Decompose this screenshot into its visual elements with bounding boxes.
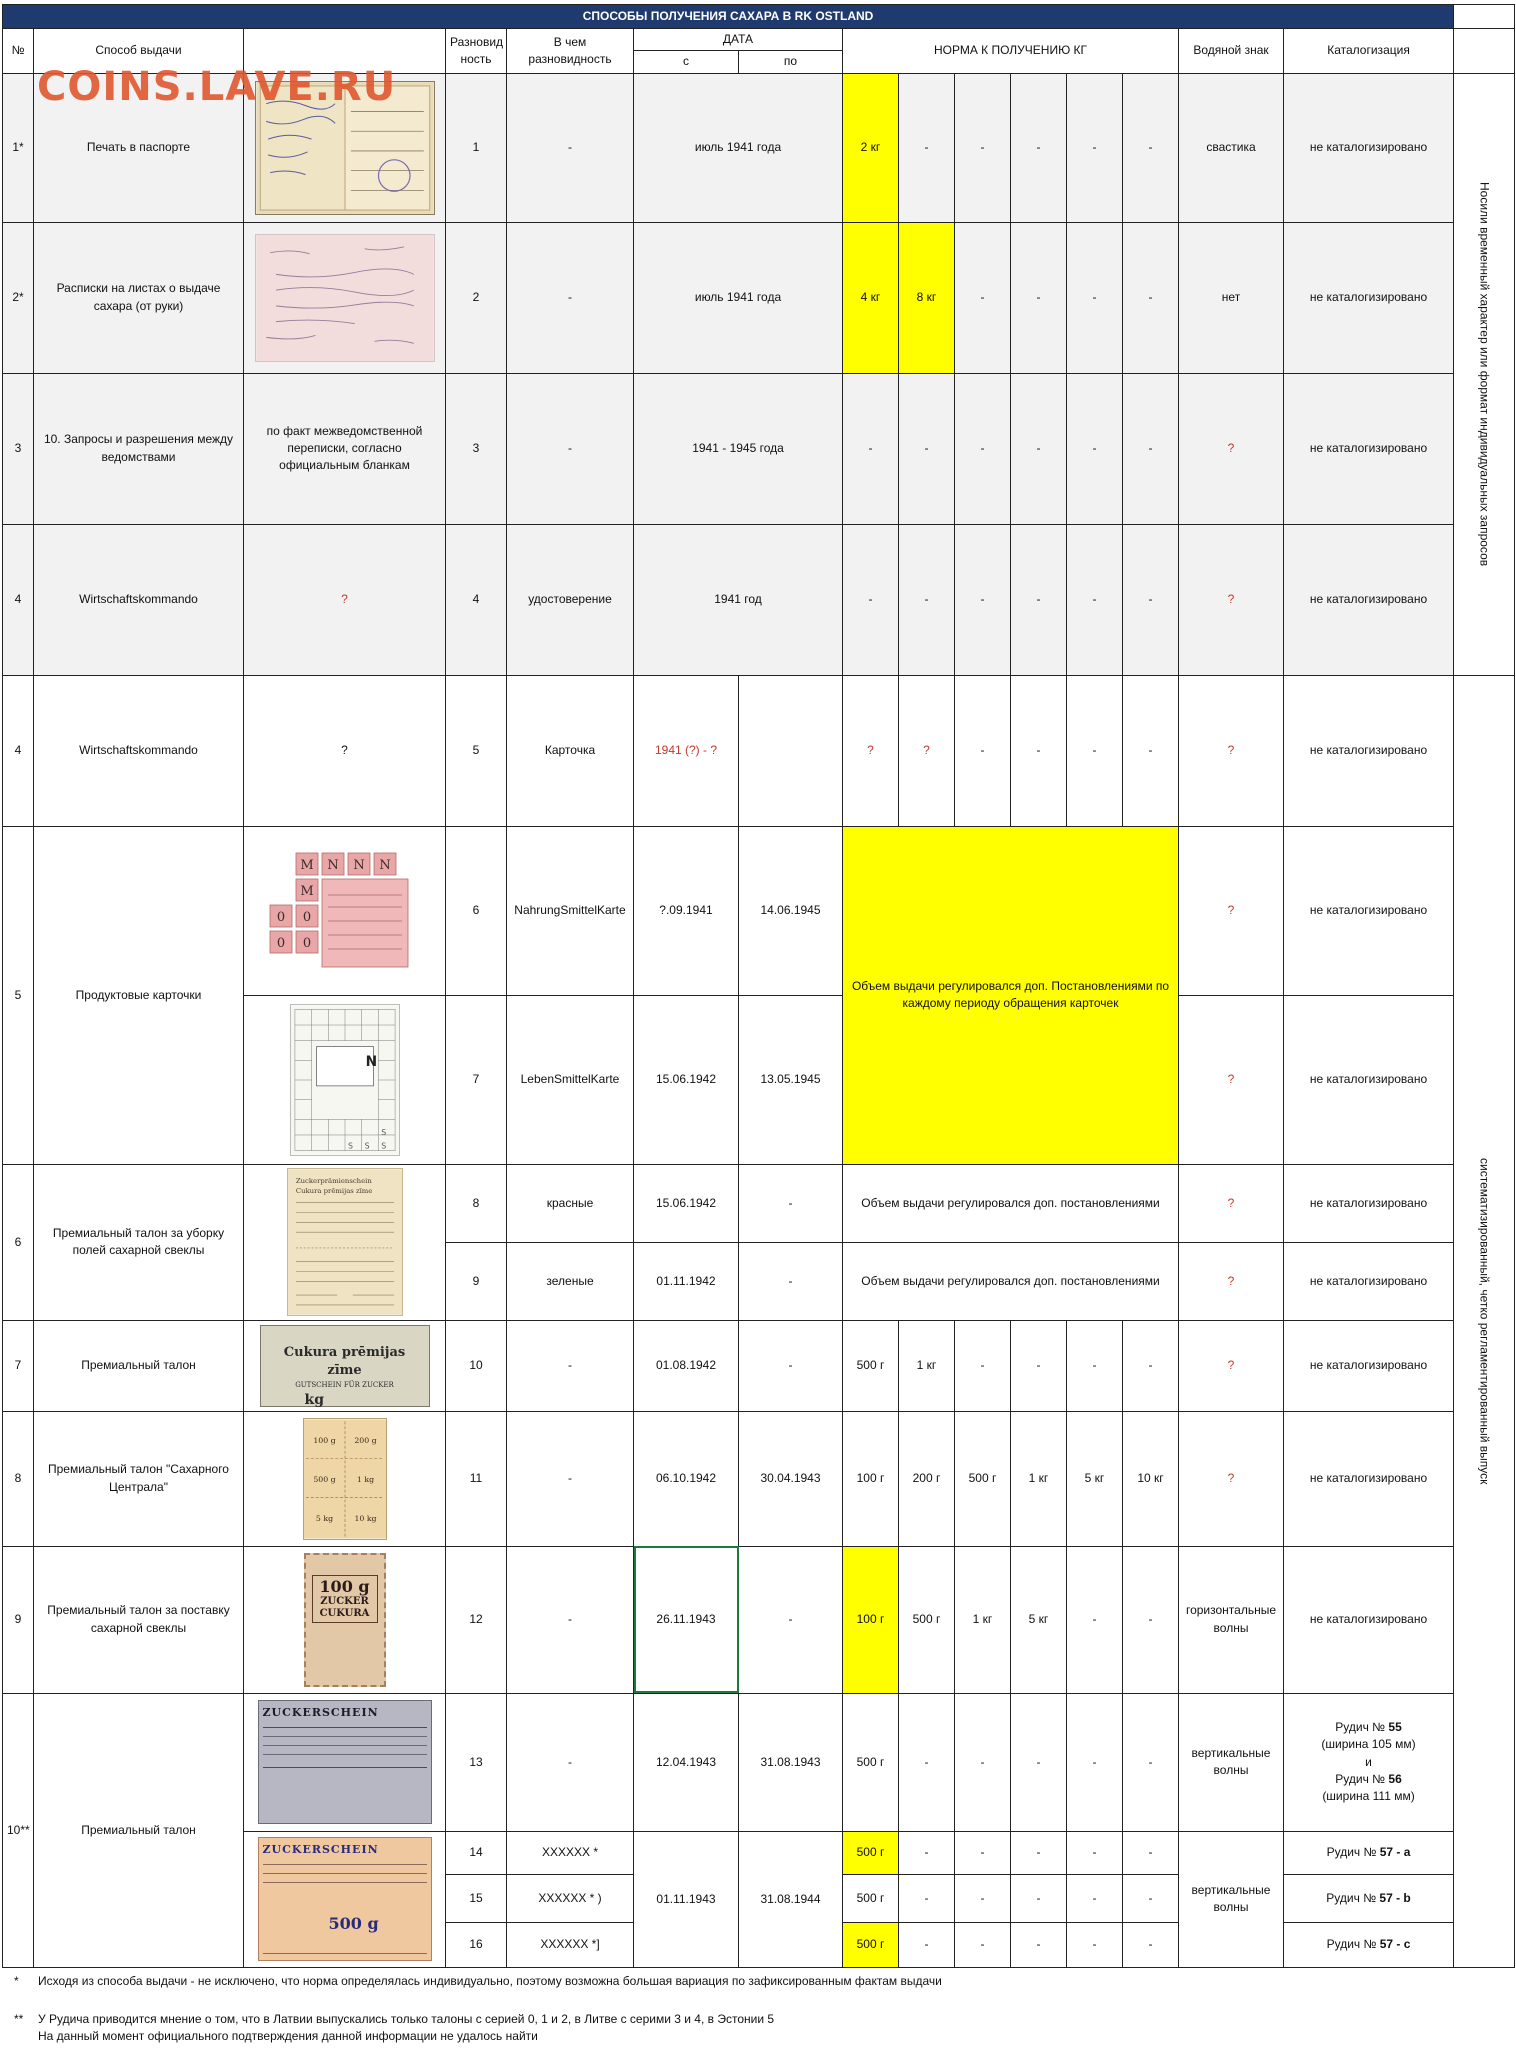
norm-cell: 500 г [843,1874,899,1922]
row-date-from: 1941 (?) - ? [634,675,739,826]
side-note-bottom: систематизированный, четко регламентированный выпуск [1454,675,1515,1967]
row-diff: удостоверение [507,524,634,675]
table-row [3,1164,1515,1242]
row-diff: NahrungSmittelKarte [507,826,634,995]
row-catalog: Рудич № 57 - c [1284,1922,1454,1967]
row-diff: - [507,373,634,524]
row-catalog: не каталогизировано [1284,222,1454,373]
row-catalog: не каталогизировано [1284,1411,1454,1546]
row-variety: 14 [446,1831,507,1874]
norm-cell: - [1067,1693,1123,1831]
row-variety: 9 [446,1242,507,1320]
row-date-from: 15.06.1942 [634,995,739,1164]
svg-text:1 kg: 1 kg [356,1474,374,1484]
norm-cell: - [899,373,955,524]
row-method: Премиальный талон за поставку сахарной свеклы [34,1546,244,1693]
row-diff: Карточка [507,675,634,826]
header-norm: НОРМА К ПОЛУЧЕНИЮ КГ [843,29,1179,74]
norm-cell: - [1067,524,1123,675]
norm-cell: - [1067,373,1123,524]
norm-cell: - [1011,1693,1067,1831]
row-variety: 12 [446,1546,507,1693]
coupon-amount: 100 g [319,1576,370,1596]
norm-cell: ? [843,675,899,826]
row-diff: - [507,222,634,373]
coupon-amount: 500 g [328,1914,379,1934]
row-date-from: ?.09.1941 [634,826,739,995]
header-date-from: с [634,51,739,73]
row-variety: 15 [446,1874,507,1922]
norm-cell: 200 г [899,1411,955,1546]
table-row [3,524,1515,675]
row-date: июль 1941 года [634,73,843,222]
table-row [3,73,1515,222]
site-watermark: COINS.LAVE.RU [37,64,397,110]
row-date-to: 30.04.1943 [739,1411,843,1546]
table-row [3,1693,1515,1831]
row-watermark: нет [1179,222,1284,373]
row-variety: 6 [446,826,507,995]
header-catalog: Каталогизация [1284,29,1454,74]
row-variety: 16 [446,1922,507,1967]
svg-text:5 kg: 5 kg [315,1513,333,1523]
zuckerschein-1944-image [244,1831,446,1967]
norm-cell: 500 г [843,1831,899,1874]
norm-cell: - [1123,73,1179,222]
norm-cell: - [1011,524,1067,675]
row-catalog: Рудич № 55 (ширина 105 мм) и Рудич № 56 (ширина 111 мм) [1284,1693,1454,1831]
row-date-from[interactable]: 26.11.1943 [634,1546,739,1693]
row-date-to: 31.08.1944 [739,1831,843,1967]
header-date: ДАТА [634,29,843,51]
row-watermark: ? [1179,1164,1284,1242]
norm-cell: - [1011,1922,1067,1967]
row-catalog: не каталогизировано [1284,995,1454,1164]
row-method: Премиальный талон за уборку полей сахарной свеклы [34,1164,244,1320]
row-num: 2* [3,222,34,373]
row-num: 5 [3,826,34,1164]
norm-cell: - [1011,1831,1067,1874]
norm-cell: - [1067,675,1123,826]
row-date-from: 12.04.1943 [634,1693,739,1831]
norm-cell: - [1011,1320,1067,1411]
row-watermark: ? [1179,1242,1284,1320]
row-image-text: ? [244,675,446,826]
receipt-image [244,222,446,373]
row-catalog: не каталогизировано [1284,826,1454,995]
row-date-to [739,675,843,826]
row-catalog: не каталогизировано [1284,524,1454,675]
row-catalog: не каталогизировано [1284,1320,1454,1411]
norm-cell: - [1067,1320,1123,1411]
norm-cell: 4 кг [843,222,899,373]
row-catalog: не каталогизировано [1284,373,1454,524]
svg-text:S: S [380,1127,386,1137]
norm-cell: - [1067,1922,1123,1967]
norm-cell: - [899,524,955,675]
harvest-coupon-image [244,1164,446,1320]
sugar-methods-table [2,4,1515,1968]
row-date-from: 15.06.1942 [634,1164,739,1242]
norm-cell: - [955,675,1011,826]
table-row [3,373,1515,524]
norm-cell: 8 кг [899,222,955,373]
norm-cell: - [955,1320,1011,1411]
svg-text:Zuckerprämienschein: Zuckerprämienschein [295,1177,372,1186]
norm-cell: 1 кг [1011,1411,1067,1546]
svg-text:0: 0 [302,935,311,951]
row-method: Премиальный талон [34,1693,244,1967]
row-watermark: вертикальные волны [1179,1831,1284,1967]
svg-text:S: S [347,1141,353,1151]
norm-cell: - [1011,222,1067,373]
row-catalog: не каталогизировано [1284,73,1454,222]
row-variety: 2 [446,222,507,373]
norm-cell: - [1123,675,1179,826]
norm-cell: - [899,73,955,222]
norm-cell: - [843,373,899,524]
row-num: 7 [3,1320,34,1411]
row-num: 6 [3,1164,34,1320]
norm-merged-note: Объем выдачи регулировался доп. постановлениями [843,1164,1179,1242]
header-method: Способ выдачи [34,29,244,74]
svg-text:M: M [299,883,314,899]
row-variety: 10 [446,1320,507,1411]
row-diff: XXXXXX *] [507,1922,634,1967]
row-variety: 4 [446,524,507,675]
footnote-3: На данный момент официального подтверждения данной информации не удалось найти [38,2029,538,2043]
norm-cell: - [1067,73,1123,222]
row-date-to: 14.06.1945 [739,826,843,995]
row-catalog: не каталогизировано [1284,1164,1454,1242]
svg-text:S: S [364,1141,370,1151]
svg-text:N: N [352,857,365,873]
row-date: 1941 - 1945 года [634,373,843,524]
row-method: Wirtschaftskommando [34,524,244,675]
norm-cell: 1 кг [955,1546,1011,1693]
row-diff: XXXXXX * [507,1831,634,1874]
row-date: 1941 год [634,524,843,675]
row-date-to: - [739,1242,843,1320]
svg-text:0: 0 [302,909,311,925]
row-catalog: Рудич № 57 - b [1284,1874,1454,1922]
sugar-central-coupon-image [244,1411,446,1546]
row-method: Премиальный талон [34,1320,244,1411]
coupon-word-2: CUKURA [319,1607,370,1619]
row-diff: - [507,1546,634,1693]
row-num: 4 [3,524,34,675]
norm-cell: - [1123,1546,1179,1693]
row-method: Расписки на листах о выдаче сахара (от руки) [34,222,244,373]
row-watermark: вертикальные волны [1179,1693,1284,1831]
norm-cell: - [1011,675,1067,826]
norm-cell: - [843,524,899,675]
row-method: Печать в паспорте [34,73,244,222]
row-date-to: 31.08.1943 [739,1693,843,1831]
row-diff: - [507,1320,634,1411]
norm-cell: 5 кг [1067,1411,1123,1546]
row-method: Продуктовые карточки [34,826,244,1164]
norm-cell: - [1067,1874,1123,1922]
row-diff: LebenSmittelKarte [507,995,634,1164]
row-date-to: - [739,1164,843,1242]
svg-text:0: 0 [276,909,285,925]
norm-cell: - [955,1874,1011,1922]
norm-cell: 500 г [899,1546,955,1693]
header-num: № [3,29,34,74]
header-variety-diff: В чем разновидность [507,29,634,74]
coupon-word-1: ZUCKER [320,1595,369,1607]
norm-cell: - [899,1831,955,1874]
norm-cell: 1 кг [899,1320,955,1411]
table-row [3,1320,1515,1411]
norm-cell: - [1123,222,1179,373]
coupon-title: ZUCKERSCHEIN [262,1706,379,1720]
row-variety: 3 [446,373,507,524]
svg-text:200 g: 200 g [353,1435,377,1445]
table-title: СПОСОБЫ ПОЛУЧЕНИЯ САХАРА В RK OSTLAND [3,5,1454,29]
beet-delivery-coupon-image [244,1546,446,1693]
row-watermark: ? [1179,995,1284,1164]
coupon-unit: kg [304,1391,324,1408]
norm-cell: 100 г [843,1546,899,1693]
norm-cell: - [1123,1693,1179,1831]
norm-cell: - [899,1693,955,1831]
row-watermark: свастика [1179,73,1284,222]
norm-cell: 500 г [843,1693,899,1831]
norm-cell: - [1123,1874,1179,1922]
norm-cell: - [1123,373,1179,524]
row-diff: - [507,1693,634,1831]
row-date-to: 13.05.1945 [739,995,843,1164]
table-row [3,826,1515,995]
row-watermark: ? [1179,826,1284,995]
passport-stamp-image [244,73,446,222]
row-diff: XXXXXX * ) [507,1874,634,1922]
norm-cell: - [899,1874,955,1922]
svg-text:M: M [299,857,314,873]
row-num: 3 [3,373,34,524]
norm-cell: - [1123,1320,1179,1411]
norm-cell: - [1011,1874,1067,1922]
row-watermark: ? [1179,373,1284,524]
norm-cell: - [955,1831,1011,1874]
row-catalog: не каталогизировано [1284,675,1454,826]
svg-text:N: N [365,1054,377,1071]
norm-cell: 500 г [843,1922,899,1967]
row-date: июль 1941 года [634,222,843,373]
row-watermark: ? [1179,1411,1284,1546]
row-method: 10. Запросы и разрешения между ведомствами [34,373,244,524]
table-row [3,222,1515,373]
footnote-1: * Исходя из способа выдачи - не исключено, что норма определялась индивидуально, поэтому возможна большая вариация по зафиксированным фактам выдачи [14,1974,942,1988]
norm-cell: - [955,73,1011,222]
header-watermark: Водяной знак [1179,29,1284,74]
zuckerschein-1943-image [244,1693,446,1831]
norm-cell: 5 кг [1011,1546,1067,1693]
row-diff: зеленые [507,1242,634,1320]
norm-cell: - [1011,373,1067,524]
side-note-top: Носили временный характер или формат индивидуальных запросов [1454,73,1515,675]
norm-cell: - [1067,222,1123,373]
row-variety: 13 [446,1693,507,1831]
norm-merged-note: Объем выдачи регулировался доп. Постановлениями по каждому периоду обращения карточек [843,826,1179,1164]
row-method: Премиальный талон "Сахарного Централа" [34,1411,244,1546]
row-date-from: 01.08.1942 [634,1320,739,1411]
row-watermark: ? [1179,1320,1284,1411]
row-num: 9 [3,1546,34,1693]
norm-cell: - [1123,1922,1179,1967]
table-row [3,675,1515,826]
svg-text:10 kg: 10 kg [353,1513,377,1523]
norm-cell: 10 кг [1123,1411,1179,1546]
table-row [3,1546,1515,1693]
table-row [3,1411,1515,1546]
header-image [244,29,446,74]
coupon-title: ZUCKERSCHEIN [262,1843,379,1857]
norm-cell: - [899,1922,955,1967]
row-num: 4 [3,675,34,826]
row-date-from: 06.10.1942 [634,1411,739,1546]
norm-cell: - [955,1922,1011,1967]
norm-cell: 500 г [843,1320,899,1411]
svg-text:S: S [380,1141,386,1151]
row-variety: 8 [446,1164,507,1242]
provisions-card-image [244,995,446,1164]
norm-cell: - [1011,73,1067,222]
coupon-title: Cukura prēmijas zīme [283,1344,406,1378]
norm-cell: ? [899,675,955,826]
header-date-to: по [739,51,843,73]
svg-text:100 g: 100 g [312,1435,336,1445]
norm-cell: - [1123,524,1179,675]
norm-cell: 2 кг [843,73,899,222]
norm-cell: 500 г [955,1411,1011,1546]
svg-text:Cukura prēmijas zīme: Cukura prēmijas zīme [295,1187,372,1196]
svg-text:N: N [326,857,339,873]
row-variety: 7 [446,995,507,1164]
row-date-to: - [739,1320,843,1411]
row-variety: 1 [446,73,507,222]
row-method: Wirtschaftskommando [34,675,244,826]
row-catalog: Рудич № 57 - a [1284,1831,1454,1874]
row-diff: красные [507,1164,634,1242]
row-watermark: ? [1179,675,1284,826]
food-card-image [244,826,446,995]
norm-merged-note: Объем выдачи регулировался доп. постановлениями [843,1242,1179,1320]
norm-cell: - [1067,1546,1123,1693]
row-variety: 11 [446,1411,507,1546]
svg-text:N: N [378,857,391,873]
header-variety: Разновид ность [446,29,507,74]
corner-cell [1454,5,1515,29]
row-catalog: не каталогизировано [1284,1546,1454,1693]
row-variety: 5 [446,675,507,826]
row-num: 1* [3,73,34,222]
header-side [1454,29,1515,74]
norm-cell: - [1067,1831,1123,1874]
row-num: 8 [3,1411,34,1546]
row-image-text: ? [244,524,446,675]
row-num: 10** [3,1693,34,1967]
norm-cell: - [955,524,1011,675]
norm-cell: - [955,373,1011,524]
svg-text:500 g: 500 g [312,1474,336,1484]
row-watermark: ? [1179,524,1284,675]
norm-cell: - [955,1693,1011,1831]
norm-cell: - [1123,1831,1179,1874]
row-catalog: не каталогизировано [1284,1242,1454,1320]
norm-cell: - [955,222,1011,373]
footnote-2: ** У Рудича приводится мнение о том, что в Латвии выпускались только талоны с серией 0, 1 и 2, в Литве с серими 3 и 4, в Эстонии 5 [14,2012,775,2026]
row-date-from: 01.11.1943 [634,1831,739,1967]
coupon-subtitle: GUTSCHEIN FÜR ZUCKER [295,1380,394,1389]
row-diff: - [507,1411,634,1546]
svg-text:0: 0 [276,935,285,951]
norm-cell: 100 г [843,1411,899,1546]
row-date-from: 01.11.1942 [634,1242,739,1320]
row-image-text: по факт межведомственной переписки, согласно официальным бланкам [244,373,446,524]
row-watermark: горизонтальные волны [1179,1546,1284,1693]
row-date-to: - [739,1546,843,1693]
premium-coupon-image [244,1320,446,1411]
row-diff: - [507,73,634,222]
